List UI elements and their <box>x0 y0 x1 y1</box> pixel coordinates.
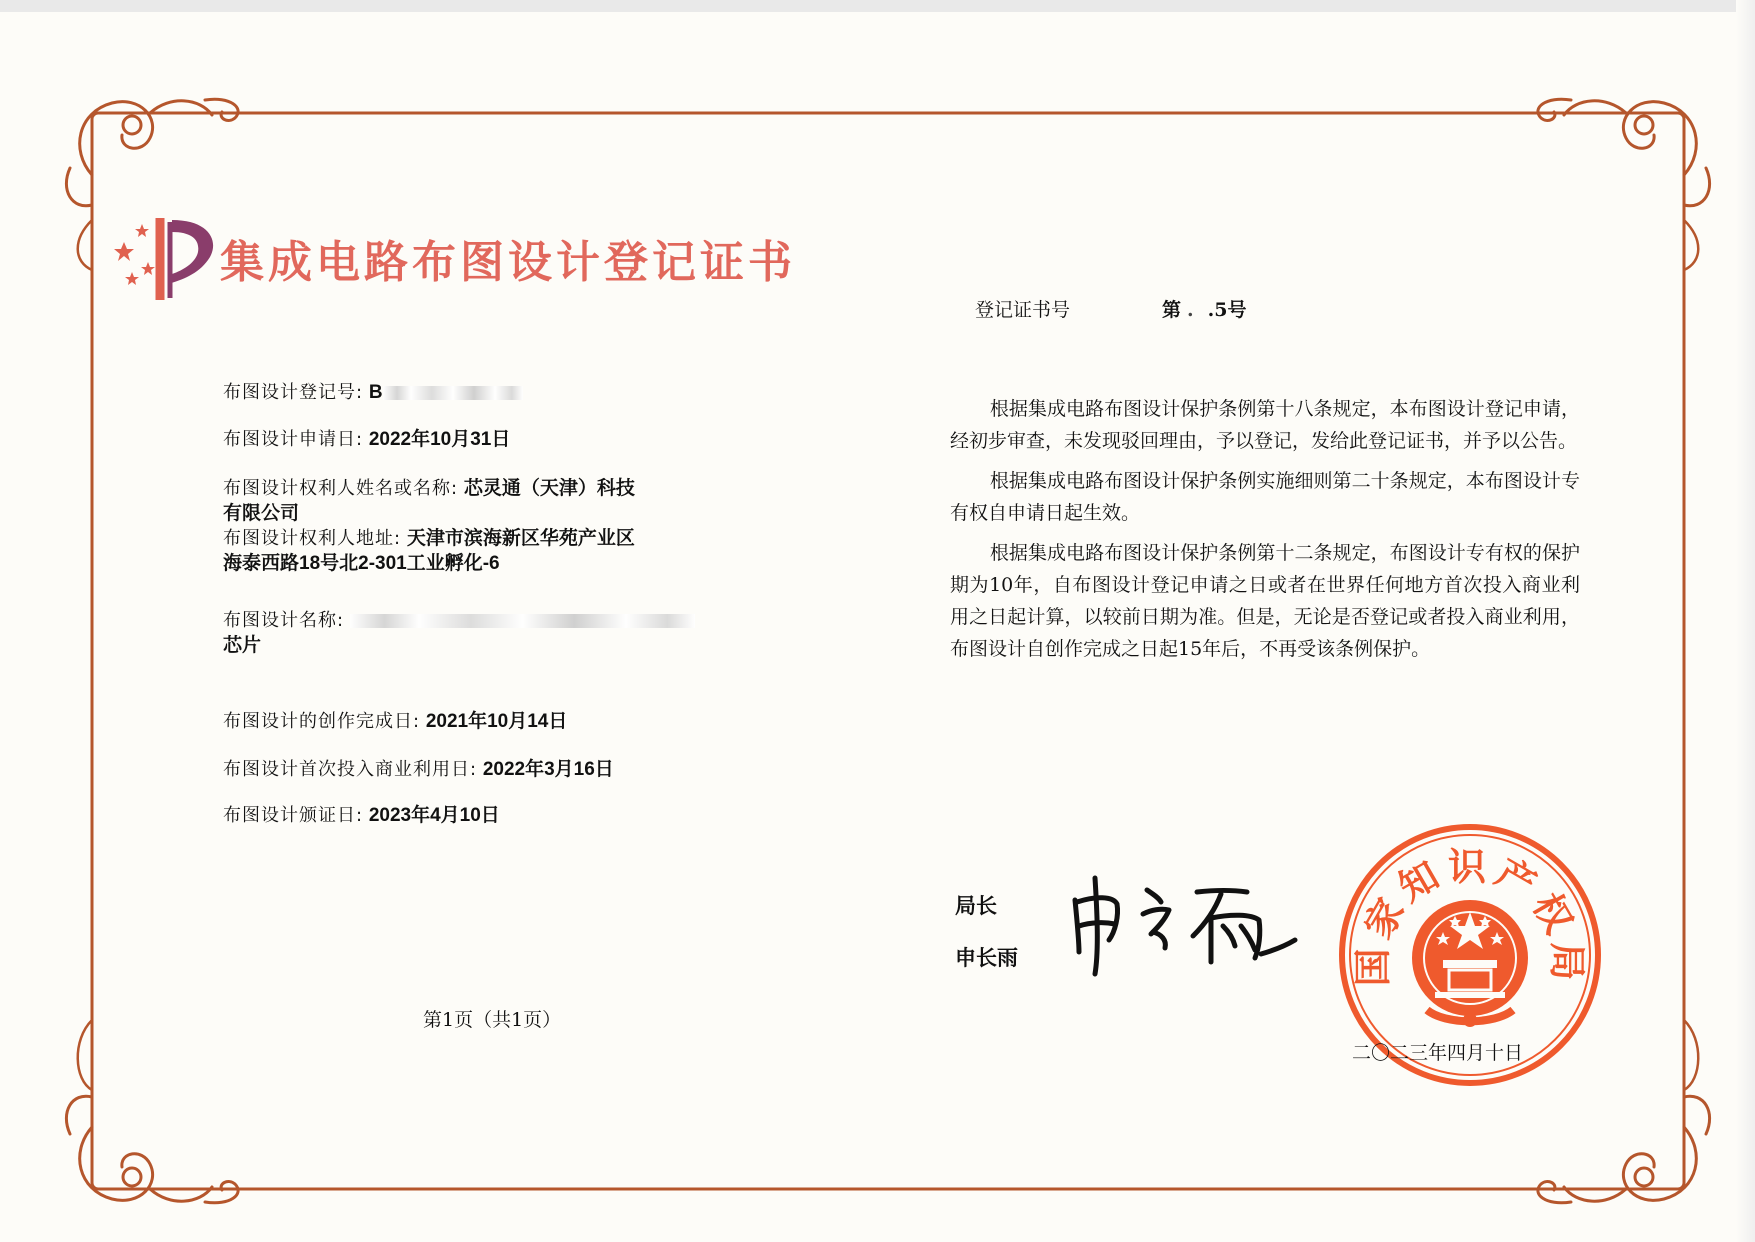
ic-layout-logo-icon <box>112 214 222 304</box>
field-issue-date <box>223 803 500 828</box>
paragraph-3: 根据集成电路布图设计保护条例第十二条规定，布图设计专有权的保护期为10年，自布图设计登记申请之日或者在世界任何地方首次投入商业利用之日起计算，以较前日期为准。但是，无论是否登记或者投入商业利用，布图设计自创作完成之日起15年后，不再受该条例保护。 <box>950 542 1580 660</box>
holder-address-value-line1: 天津市滨海新区华苑产业区 <box>406 528 635 549</box>
field-application-date <box>223 427 510 452</box>
application-date-value: 2022年10月31日 <box>368 429 511 450</box>
holder-name-value-line2: 有限公司 <box>223 503 300 524</box>
design-name-value-line2: 芯片 <box>223 635 262 656</box>
reg-no-redacted <box>383 386 523 400</box>
holder-name-value-line1: 芯灵通（天津）科技 <box>463 478 635 499</box>
design-name-label: 布图设计名称: <box>223 610 345 631</box>
issue-date-cn: 二〇二三年四月十日 <box>1352 1042 1524 1064</box>
seal-text: 国家知识产权局 <box>1349 844 1591 987</box>
creation-date-label: 布图设计的创作完成日: <box>223 711 421 732</box>
director-signature <box>1065 870 1305 980</box>
first-commercial-value: 2022年3月16日 <box>482 759 614 780</box>
director-title: 局长 <box>955 895 997 918</box>
holder-address-value-line2: 海泰西路18号北2-301工业孵化-6 <box>223 553 500 574</box>
field-holder-name <box>223 476 635 526</box>
paragraph-2: 根据集成电路布图设计保护条例实施细则第二十条规定，本布图设计专有权自申请日起生效。 <box>950 470 1580 524</box>
page-label: 第1页（共1页） <box>423 1009 562 1031</box>
reg-no-value: B <box>368 382 383 403</box>
certificate-number-value: 第 . .5号 <box>1162 299 1247 321</box>
certificate-number-label: 登记证书号 <box>975 299 1071 321</box>
design-name-redacted <box>350 614 695 628</box>
creation-date-value: 2021年10月14日 <box>425 711 568 732</box>
first-commercial-label: 布图设计首次投入商业利用日: <box>223 759 478 780</box>
issue-date-value: 2023年4月10日 <box>368 805 500 826</box>
holder-address-label: 布图设计权利人地址: <box>223 528 402 549</box>
application-date-label: 布图设计申请日: <box>223 429 364 450</box>
issue-date-label: 布图设计颁证日: <box>223 805 364 826</box>
field-design-name <box>223 608 695 658</box>
holder-name-label: 布图设计权利人姓名或名称: <box>223 478 459 499</box>
field-reg-no <box>223 380 523 405</box>
certificate-title: 集成电路布图设计登记证书 <box>220 237 796 288</box>
paragraph-1: 根据集成电路布图设计保护条例第十八条规定，本布图设计登记申请，经初步审查，未发现驳回理由，予以登记，发给此登记证书，并予以公告。 <box>950 398 1580 452</box>
legal-paragraphs <box>950 393 1580 673</box>
field-holder-address <box>223 526 635 576</box>
reg-no-label: 布图设计登记号: <box>223 382 364 403</box>
field-first-commercial <box>223 757 614 782</box>
field-creation-date <box>223 709 567 734</box>
director-name: 申长雨 <box>955 947 1018 970</box>
